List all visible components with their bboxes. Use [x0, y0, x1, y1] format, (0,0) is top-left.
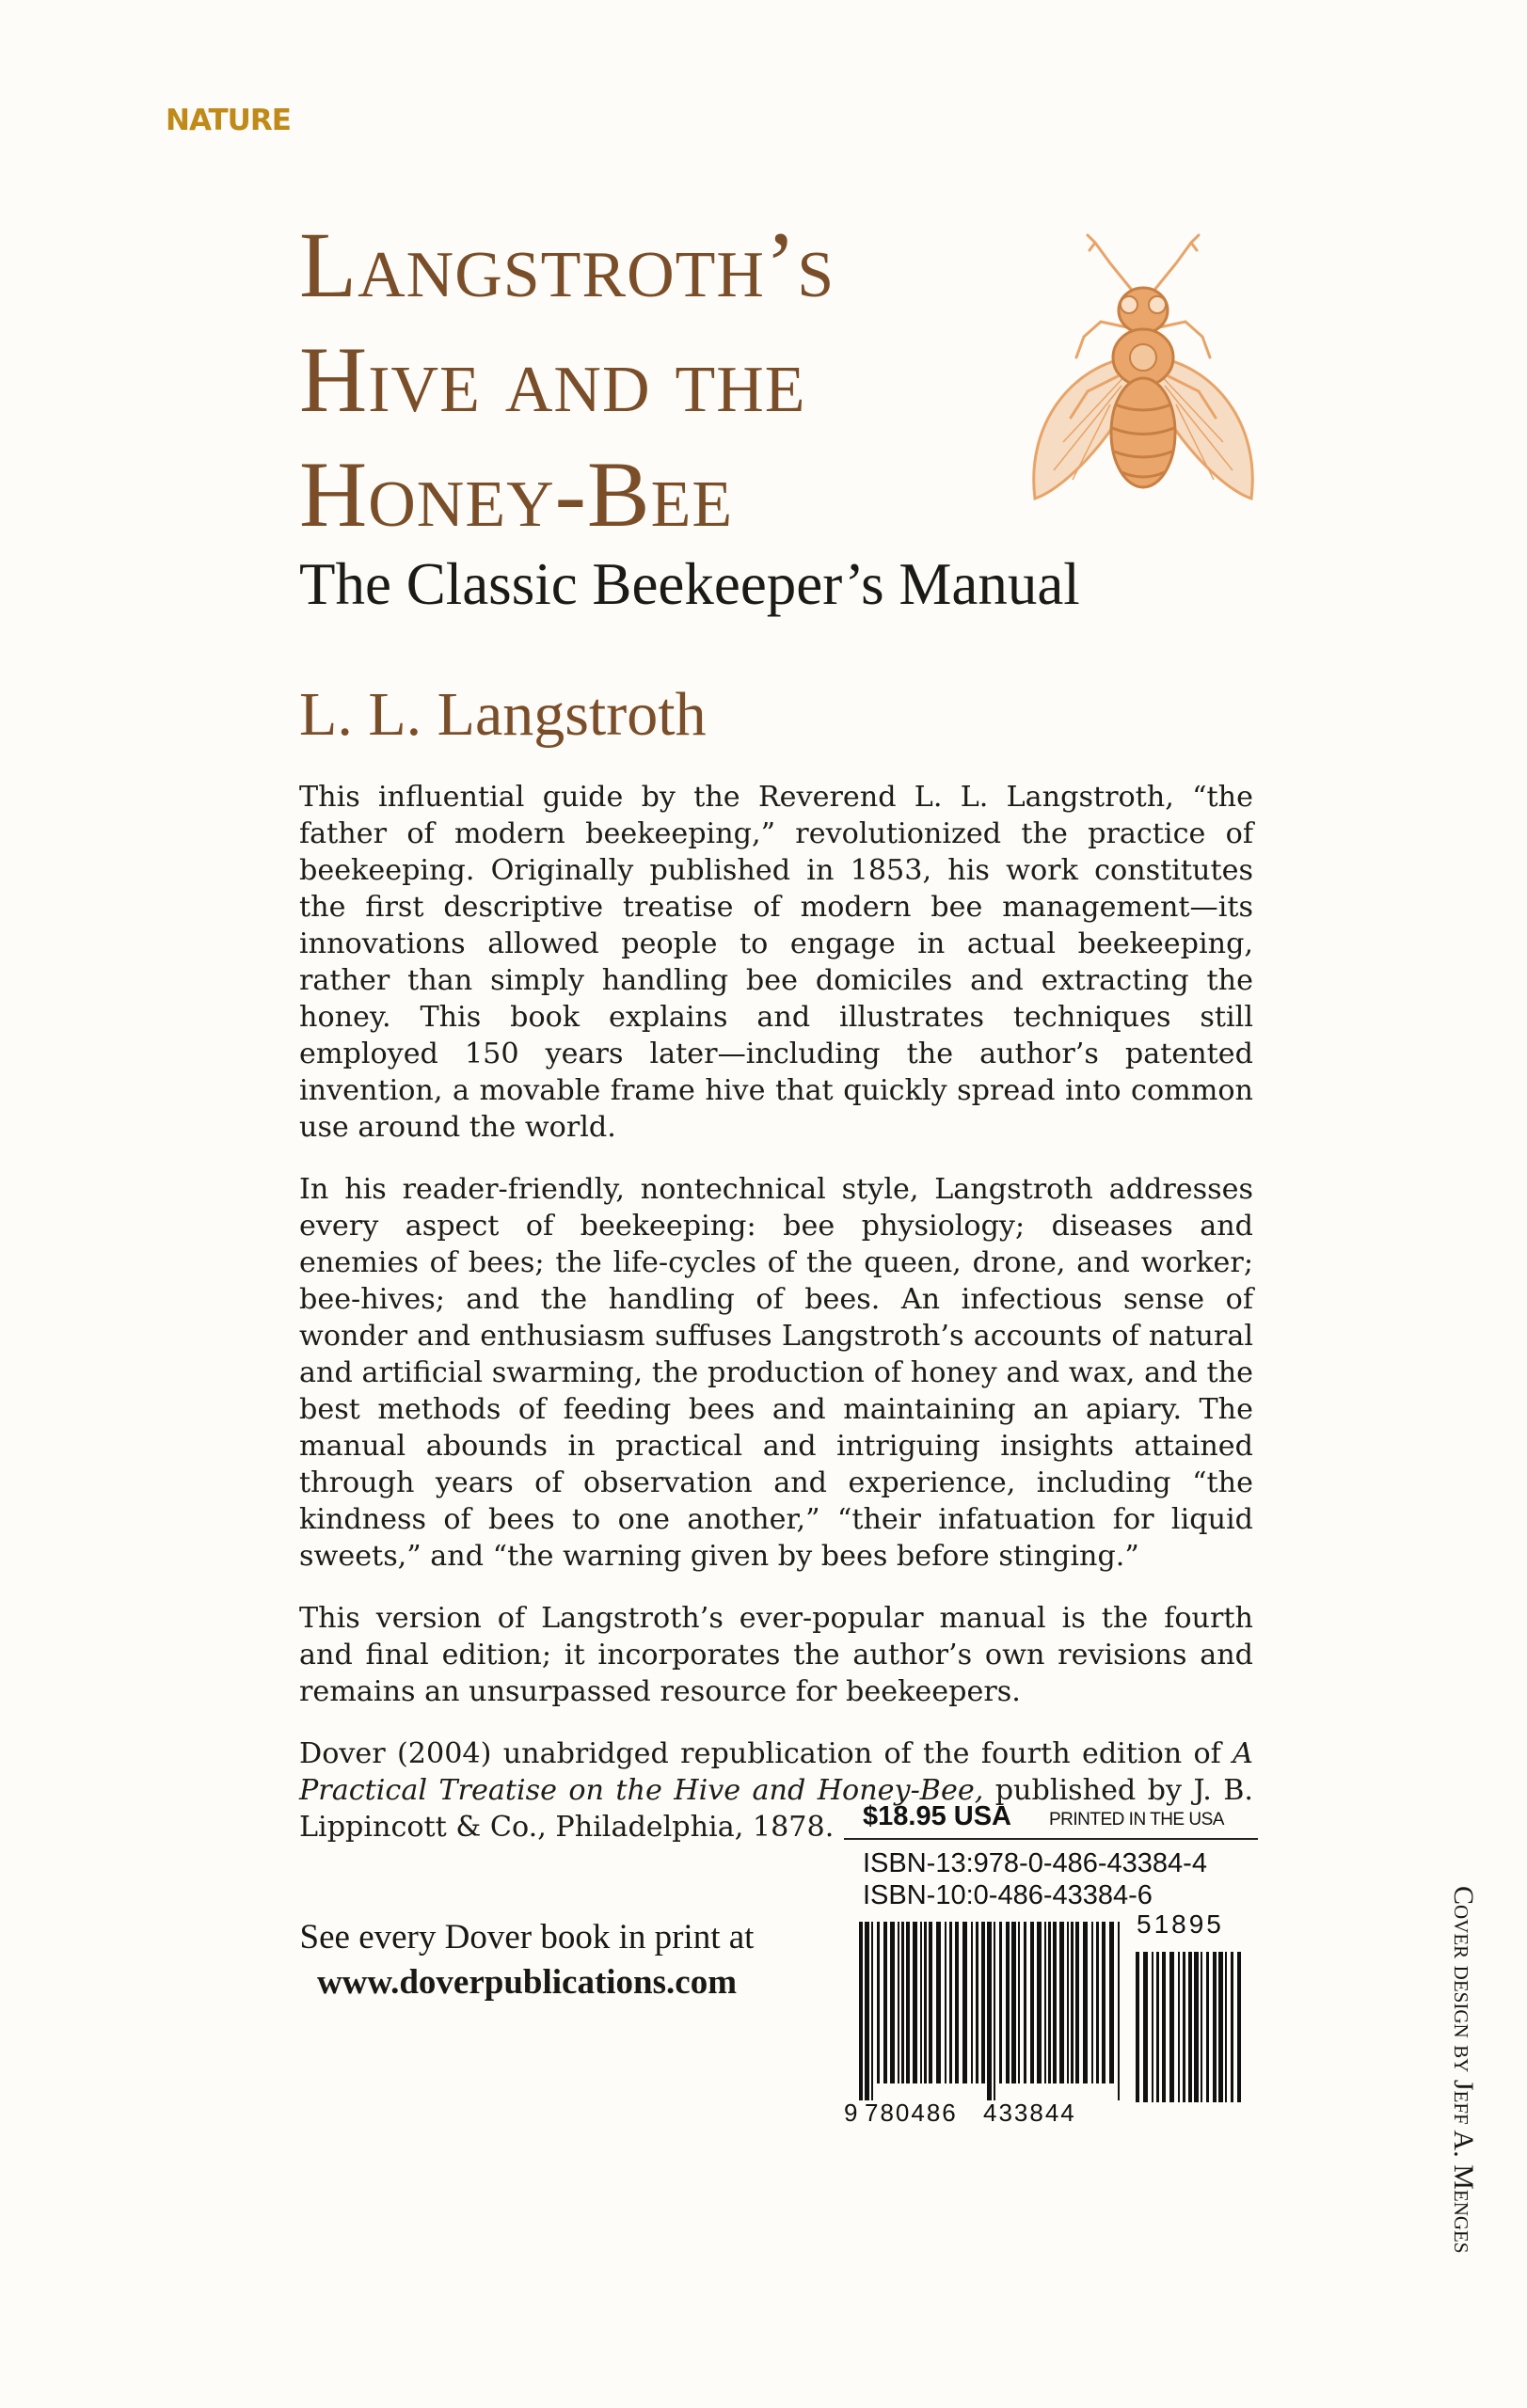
barcode-bar: [1143, 1952, 1148, 2102]
barcode-bar: [865, 1922, 869, 2100]
title-line-3: Honey-Bee: [299, 442, 734, 547]
barcode-bar: [898, 1922, 899, 2083]
barcode-bar: [901, 1922, 904, 2083]
barcode-bar: [1162, 1952, 1166, 2102]
barcode-bar: [1136, 1952, 1139, 2102]
publisher-url-link[interactable]: www.doverpublications.com: [316, 1963, 738, 2002]
barcode-price-code: 51895: [1137, 1909, 1224, 1939]
barcode-bar: [1213, 1952, 1217, 2102]
barcode-bar: [1225, 1952, 1227, 2102]
barcode-lead-digit: 9: [844, 2099, 858, 2126]
barcode-bar: [1018, 1922, 1020, 2083]
addon-barcode-bars: [1136, 1952, 1241, 2102]
barcode-bar: [1109, 1922, 1114, 2083]
category-label: NATURE: [166, 103, 291, 137]
promo-text: See every Dover book in print at: [299, 1918, 755, 1956]
barcode-bar: [1006, 1922, 1010, 2083]
barcode-bar: [924, 1922, 927, 2083]
barcode-bar: [920, 1922, 922, 2083]
barcode-bar: [1102, 1922, 1105, 2083]
barcode-bar: [1011, 1922, 1016, 2083]
barcode-bar: [859, 1922, 863, 2100]
barcode-bar: [936, 1922, 941, 2083]
barcode-bar: [1188, 1952, 1192, 2102]
barcode-bar: [1237, 1952, 1241, 2102]
barcode-bar: [1183, 1952, 1185, 2102]
isbn10-label: ISBN-10:0-486-43384-6: [863, 1880, 1153, 1910]
barcode-bar: [994, 1922, 995, 2100]
barcode-bar: [1231, 1952, 1233, 2102]
original-title: A Practical Treatise on the Hive and Honey-Bee,: [299, 1737, 1253, 1807]
edition-note-suffix: published by J. B. Lippincott & Co., Philadelphia, 1878.: [299, 1774, 1253, 1844]
cover-design-credit: Cover design by Jeff A. Menges: [1448, 1886, 1479, 2254]
title-line-2: Hive and the: [299, 327, 806, 432]
barcode-bar: [987, 1922, 992, 2100]
barcode-bar: [1071, 1922, 1074, 2083]
printed-in-label: PRINTED IN THE USA: [1049, 1810, 1224, 1830]
title-line-1: Langstroth’s: [299, 213, 835, 317]
barcode-bar: [981, 1922, 985, 2083]
barcode-bar: [1178, 1952, 1180, 2102]
barcode-bar: [1044, 1922, 1046, 2083]
barcode: [844, 1914, 1258, 2126]
description-paragraph-1: This influential guide by the Reverend L. L. Langstroth, “the father of modern beekeeping,” revolutionized the practice of beekeeping. Originally published in 1853, his work constitutes the first descriptive treatise of modern bee management—its innovations allowed people to engage in actual beekeeping, rather than simply handling bee domiciles and extracting the honey. This book explains and illustrates techniques still employed 150 years later—including the author’s patented invention, a movable frame hive that quickly spread into common use around the world.: [299, 781, 1253, 1144]
barcode-bar: [890, 1922, 895, 2083]
barcode-bar: [871, 1922, 873, 2100]
barcode-bar: [929, 1922, 932, 2083]
price-label: $18.95 USA: [863, 1801, 1011, 1831]
price-block: [844, 1801, 1258, 1911]
barcode-bar: [883, 1922, 887, 2083]
barcode-bar: [1206, 1952, 1209, 2102]
barcode-bar: [962, 1922, 967, 2083]
barcode-bar: [1169, 1952, 1174, 2102]
barcode-bar: [1083, 1922, 1088, 2083]
description-paragraph-2: In his reader-friendly, nontechnical style, Langstroth addresses every aspect of beekeeping: bee physiology; diseases and enemies of bees; the life-cycles of the queen, drone, and worker; bee-hives; and the handling of bees. An infectious sense of wonder and enthusiasm suffuses Langstroth’s accounts of natural and artificial swarming, the production of honey and wax, and the best methods of feeding bees and maintaining an apiary. The manual abounds in practical and intriguing insights attained through years of observation and experience, including “the kindness of bees to one another,” “their infatuation for liquid sweets,” and “the warning given by bees before stinging.”: [299, 1173, 1253, 1573]
barcode-bar: [1030, 1922, 1034, 2083]
barcode-bar: [1201, 1952, 1202, 2102]
price-row: [844, 1801, 1258, 1840]
barcode-bar: [1194, 1952, 1199, 2102]
barcode-bar: [1118, 1922, 1120, 2100]
barcode-bar: [1067, 1922, 1069, 2083]
barcode-bar: [1096, 1922, 1099, 2083]
barcode-bar: [1091, 1922, 1093, 2083]
subtitle: The Classic Beekeeper’s Manual: [299, 551, 1080, 617]
barcode-left-digits: 780486: [865, 2099, 958, 2126]
barcode-bar: [949, 1922, 952, 2083]
barcode-bar: [1075, 1922, 1079, 2083]
barcode-bar: [1218, 1952, 1223, 2102]
description: [299, 779, 1253, 1871]
barcode-bar: [1048, 1922, 1051, 2083]
barcode-bar: [906, 1922, 910, 2083]
barcode-bar: [1053, 1922, 1057, 2083]
description-paragraph-3: This version of Langstroth’s ever-popular manual is the fourth and final edition; it incorporates the author’s own revisions and remains an unsurpassed resource for beekeepers.: [299, 1602, 1253, 1708]
barcode-bar: [1152, 1952, 1153, 2102]
edition-note-prefix: Dover (2004) unabridged republication of the fourth edition of: [299, 1737, 1221, 1770]
barcode-bar: [1156, 1952, 1159, 2102]
main-barcode-bars: [859, 1922, 1120, 2100]
barcode-bar: [1024, 1922, 1026, 2083]
barcode-bar: [999, 1922, 1002, 2083]
barcode-bar: [945, 1922, 946, 2083]
barcode-bar: [971, 1922, 973, 2083]
barcode-bar: [976, 1922, 978, 2083]
barcode-right-digits: 433844: [983, 2099, 1076, 2126]
barcode-bar: [877, 1922, 880, 2083]
bee-illustration: [997, 216, 1289, 527]
isbn13-label: ISBN-13:978-0-486-43384-4: [863, 1848, 1207, 1878]
barcode-bar: [913, 1922, 917, 2083]
barcode-bar: [955, 1922, 959, 2083]
barcode-bar: [1037, 1922, 1042, 2083]
author-name: L. L. Langstroth: [299, 680, 707, 749]
barcode-bar: [1059, 1922, 1064, 2083]
promo-block: [288, 1915, 766, 2005]
